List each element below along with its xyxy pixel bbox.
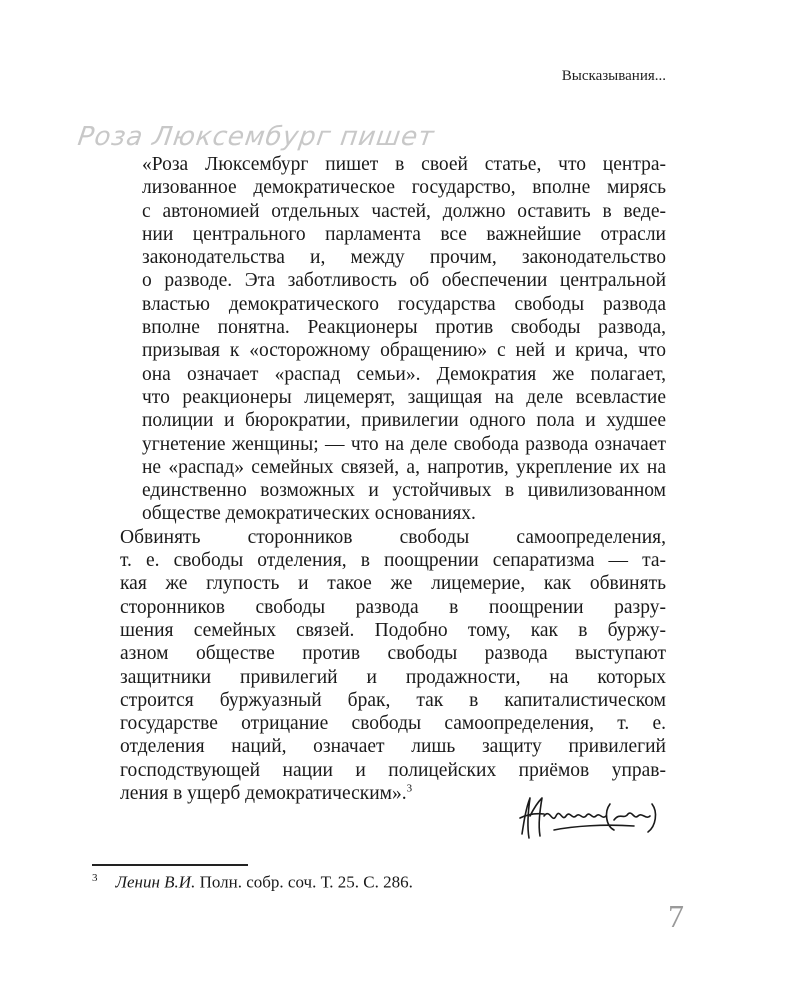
text-line: лизованное демократическое государство, вполне мирясь bbox=[142, 177, 666, 199]
text-line: с автономией отдельных частей, должно оставить в веде- bbox=[142, 200, 666, 222]
signature-image bbox=[514, 786, 664, 846]
text-line: сторонников свободы развода в поощрении разру- bbox=[120, 596, 666, 618]
text-line: законодательства и, между прочим, законодательство bbox=[142, 247, 666, 269]
text-line: кая же глупость и такое же лицемерие, как обвинять bbox=[120, 573, 666, 595]
text-line: нии центрального парламента все важнейшие отрасли bbox=[142, 223, 666, 245]
paragraph-1 bbox=[92, 153, 666, 526]
text-line: призывая к «осторожному обращению» с ней и крича, что bbox=[142, 340, 666, 362]
body-text bbox=[92, 153, 666, 805]
text-line: что реакционеры лицемерят, защищая на деле всевластие bbox=[142, 386, 666, 408]
text-line: шения семейных связей. Подобно тому, как в буржу- bbox=[120, 619, 666, 641]
text-line: защитники привилегий и продажности, на которых bbox=[120, 666, 666, 688]
paragraph-2 bbox=[92, 526, 666, 806]
text-line: обществе демократических основаниях. bbox=[142, 503, 476, 525]
running-head: Высказывания... bbox=[561, 68, 666, 84]
footnote-rule bbox=[92, 864, 248, 866]
footnote bbox=[92, 872, 413, 893]
text-line: о разводе. Эта заботливость об обеспечении центральной bbox=[142, 270, 666, 292]
text-line: отделения наций, означает лишь защиту привилегий bbox=[120, 736, 666, 758]
text-line: строится буржуазный брак, так в капиталистическом bbox=[120, 689, 666, 711]
footnote-marker: 3 bbox=[406, 782, 413, 795]
text-line: Обвинять сторонников свободы самоопределения, bbox=[120, 526, 666, 548]
text-line: господствующей нации и полицейских приёмов управ- bbox=[120, 759, 666, 781]
text-line: не «распад» семейных связей, а, напротив, укрепление их на bbox=[142, 456, 666, 478]
text-line: она означает «распад семьи». Демократия же полагает, bbox=[142, 363, 666, 385]
footnote-number: 3 bbox=[92, 872, 98, 884]
text-line: властью демократического государства свободы развода bbox=[142, 293, 666, 315]
text-line: государстве отрицание свободы самоопределения, т. е. bbox=[120, 713, 666, 735]
footnote-source: Полн. собр. соч. Т. 25. С. 286. bbox=[195, 872, 413, 892]
handwritten-heading: Роза Люксембург пишет bbox=[75, 122, 437, 152]
text-line: полиции и бюрократии, привилегии одного пола и худшее bbox=[142, 410, 666, 432]
text-line: «Роза Люксембург пишет в своей статье, что центра- bbox=[142, 154, 666, 175]
final-line-text: ления в ущерб демократическим». bbox=[120, 783, 407, 805]
text-line: единственно возможных и устойчивых в цивилизованном bbox=[142, 480, 666, 502]
page-number: 7 bbox=[668, 898, 684, 934]
text-line: вполне понятна. Реакционеры против свободы развода, bbox=[142, 317, 666, 339]
text-line: азном обществе против свободы развода выступают bbox=[120, 643, 666, 665]
text-line: т. е. свободы отделения, в поощрении сепаратизма — та- bbox=[120, 550, 666, 572]
footnote-author: Ленин В.И. bbox=[115, 872, 196, 892]
text-line: угнетение женщины; — что на деле свобода развода означает bbox=[142, 433, 666, 455]
